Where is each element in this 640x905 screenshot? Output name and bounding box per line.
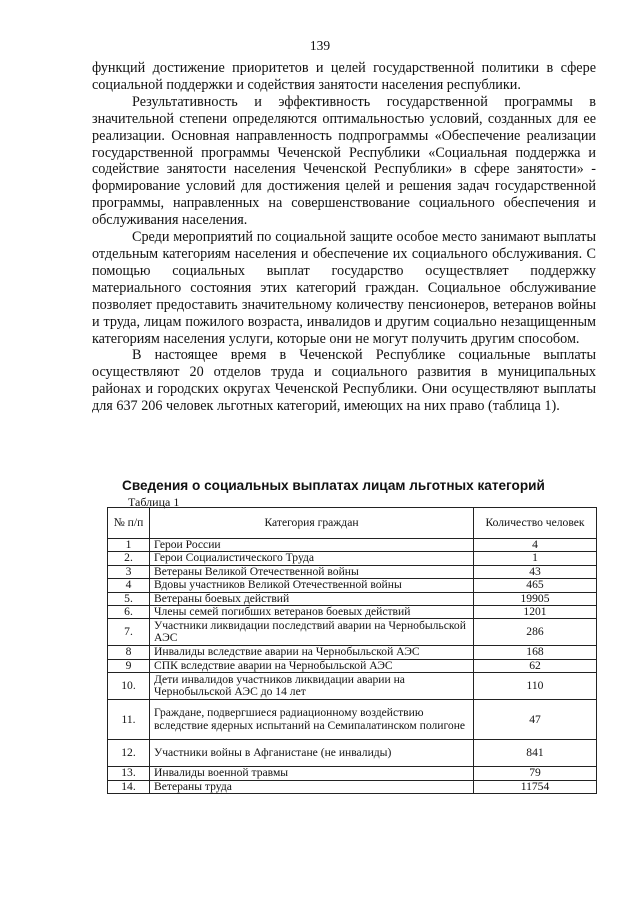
table-label: Таблица 1: [128, 495, 180, 509]
row-count: 286: [474, 619, 597, 646]
row-count: 465: [474, 579, 597, 592]
row-num: 6.: [108, 606, 150, 619]
row-count: 841: [474, 740, 597, 767]
row-category: Ветераны боевых действий: [150, 592, 474, 605]
paragraph: Результативность и эффективность государственной программы в значительной степени определяются оптимальностью условий, созданных для ее реализации. Основная направленность подпрограммы «Обеспечение реализации государственной программы Чеченской Республики «Социальная поддержка и содействие занятости населения Чеченской Республики» в сфере занятости» - формирование условий для достижения целей и решения задач государственной программы, направленных на совершенствование социального обеспечения и обслуживания населения.: [92, 93, 596, 229]
table-row: [108, 606, 597, 619]
page-number: 139: [309, 38, 331, 53]
table-row: [108, 700, 597, 740]
table-header-row: [108, 508, 597, 539]
row-num: 1: [108, 539, 150, 552]
row-num: 11.: [108, 700, 150, 740]
row-num: 7.: [108, 619, 150, 646]
row-category: Ветераны труда: [150, 780, 474, 793]
row-num: 2.: [108, 552, 150, 565]
row-num: 13.: [108, 767, 150, 780]
table-row: [108, 780, 597, 793]
row-count: 1: [474, 552, 597, 565]
table-row: [108, 767, 597, 780]
table-row: [108, 592, 597, 605]
header-num: № п/п: [108, 508, 150, 539]
row-count: 1201: [474, 606, 597, 619]
row-category: Герои Социалистического Труда: [150, 552, 474, 565]
row-num: 3: [108, 565, 150, 578]
row-num: 9: [108, 659, 150, 672]
row-category: Вдовы участников Великой Отечественной войны: [150, 579, 474, 592]
paragraph: В настоящее время в Чеченской Республике социальные выплаты осуществляют 20 отделов труда и социального развития в муниципальных районах и городских округах Чеченской Республики. Они осуществляют выплаты для 637 206 человек льготных категорий, имеющих на них право (таблица 1).: [92, 347, 596, 415]
table-row: [108, 646, 597, 659]
row-category: Дети инвалидов участников ликвидации аварии на Чернобыльской АЭС до 14 лет: [150, 673, 474, 700]
table-row: [108, 552, 597, 565]
row-category: Граждане, подвергшиеся радиационному воздействию вследствие ядерных испытаний на Семипалатинском полигоне: [150, 700, 474, 740]
row-num: 10.: [108, 673, 150, 700]
table-row: [108, 619, 597, 646]
row-num: 5.: [108, 592, 150, 605]
row-num: 14.: [108, 780, 150, 793]
row-count: 19905: [474, 592, 597, 605]
row-count: 11754: [474, 780, 597, 793]
row-count: 62: [474, 659, 597, 672]
row-category: Участники войны в Афганистане (не инвалиды): [150, 740, 474, 767]
table-row: [108, 673, 597, 700]
table-row: [108, 539, 597, 552]
row-category: СПК вследствие аварии на Чернобыльской АЭС: [150, 659, 474, 672]
row-count: 110: [474, 673, 597, 700]
table-row: [108, 565, 597, 578]
table-row: [108, 659, 597, 672]
row-num: 12.: [108, 740, 150, 767]
header-category: Категория граждан: [150, 508, 474, 539]
table-row: [108, 740, 597, 767]
paragraph: функций достижение приоритетов и целей государственной политики в сфере социальной поддержки и содействия занятости населения республики.: [92, 60, 596, 93]
row-category: Участники ликвидации последствий аварии на Чернобыльской АЭС: [150, 619, 474, 646]
row-count: 168: [474, 646, 597, 659]
paragraph: Среди мероприятий по социальной защите особое место занимают выплаты отдельным категориям населения и обеспечение их социального обслуживания. С помощью социальных выплат государство осуществляет поддержку материального состояния этих категорий граждан. Социальное обслуживание позволяет предоставить значительному количеству пенсионеров, ветеранов войны и труда, лицам пожилого возраста, инвалидов и другим социально незащищенным категориям населения услуги, которые они не могут получить другим способом.: [92, 229, 596, 347]
row-count: 79: [474, 767, 597, 780]
table-title: Сведения о социальных выплатах лицам льготных категорий: [122, 478, 545, 493]
row-category: Инвалиды военной травмы: [150, 767, 474, 780]
row-num: 4: [108, 579, 150, 592]
row-num: 8: [108, 646, 150, 659]
row-count: 47: [474, 700, 597, 740]
row-category: Члены семей погибших ветеранов боевых действий: [150, 606, 474, 619]
row-category: Инвалиды вследствие аварии на Чернобыльской АЭС: [150, 646, 474, 659]
table-row: [108, 579, 597, 592]
row-count: 4: [474, 539, 597, 552]
row-category: Ветераны Великой Отечественной войны: [150, 565, 474, 578]
header-count: Количество человек: [474, 508, 597, 539]
body-text: [92, 60, 596, 415]
benefits-table: [107, 507, 597, 794]
row-count: 43: [474, 565, 597, 578]
row-category: Герои России: [150, 539, 474, 552]
